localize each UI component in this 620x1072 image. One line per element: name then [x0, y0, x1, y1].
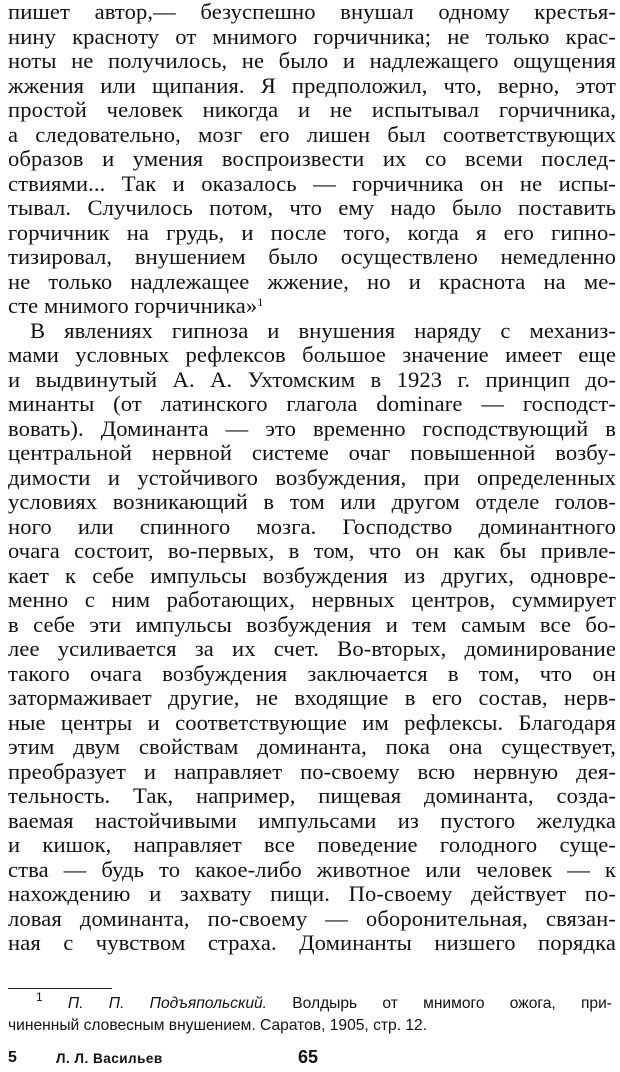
text-line: тизировал, внушением было осуществлено немедленно	[8, 244, 616, 269]
text-line: ноты не получилось, не было и надлежащего ощущения	[8, 48, 616, 73]
text-line: и выдвинутый А. А. Ухтомским в 1923 г. принцип до-	[8, 366, 616, 392]
footnote-line: чиненный словесным внушением. Саратов, 1905, стр. 12.	[8, 1016, 428, 1034]
text-line: тельность. Так, например, пищевая доминанта, созда-	[8, 783, 616, 808]
text-line: ловая доминанта, по-своему — оборонительная, связан-	[8, 905, 616, 931]
text-line: условиях возникающий в том или другом отделе голов-	[8, 489, 616, 514]
quote-end-text: сте мнимого горчичника»	[8, 293, 258, 318]
running-title: Л. Л. Васильев	[56, 1051, 163, 1066]
page-number: 65	[298, 1047, 319, 1067]
text-line: ствиями... Так и оказалось — горчичника он не испы-	[8, 170, 616, 196]
text-line: затормаживает другие, не входящие в его состав, нерв-	[8, 685, 616, 710]
body-text	[8, 0, 616, 956]
text-line: не только надлежащее жжение, но и краснота на ме-	[8, 268, 616, 294]
text-line: менно с ним работающих, нервных центров, суммирует	[8, 587, 616, 612]
text-line: мами условных рефлексов большое значение имеет еще	[8, 342, 616, 367]
footnote-ref: 1	[257, 295, 264, 309]
text-line: очага состоит, во-первых, в том, что он как бы привле-	[8, 538, 616, 563]
quote-end-line	[8, 294, 616, 319]
text-line: горчичник на грудь, и после того, когда я его гипно-	[8, 219, 616, 245]
signature-mark: 5	[8, 1049, 17, 1066]
text-line: этим двум свойствам доминанта, пока она существует,	[8, 734, 616, 759]
text-line: нахождению и захвату пищи. По-своему действует по-	[8, 881, 616, 906]
text-line: в себе эти импульсы возбуждения и тем самым все бо-	[8, 611, 616, 637]
text-line: а следовательно, мозг его лишен был соответствующих	[8, 121, 616, 147]
text-line: тывал. Случилось потом, что ему надо было поставить	[8, 195, 616, 220]
text-line: жжения или щипания. Я предположил, что, верно, этот	[8, 72, 616, 98]
paragraph-first-line: В явлениях гипноза и внушения наряду с механиз-	[30, 317, 616, 343]
text-line: ваемая настойчивыми импульсами из пустого желудка	[8, 807, 616, 833]
text-line: ная с чувством страха. Доминанты низшего порядка	[8, 930, 616, 955]
text-line: вовать). Доминанта — это временно господствующий в	[8, 415, 616, 441]
page-footer	[8, 1045, 612, 1069]
text-line: пишет автор,— безуспешно внушал одному крестья-	[8, 0, 616, 24]
text-line: простой человек никогда и не испытывал горчичника,	[8, 97, 616, 122]
footnote-separator	[8, 988, 112, 989]
text-line: лее усиливается за их счет. Во-вторых, доминирование	[8, 636, 616, 661]
footnote	[8, 990, 612, 1036]
footnote-text: Волдырь от мнимого ожога, при-	[292, 995, 612, 1012]
text-line: ного или спинного мозга. Господство доминантного	[8, 513, 616, 539]
text-line: кает к себе импульсы возбуждения из других, одновре-	[8, 562, 616, 588]
text-line: и кишок, направляет все поведение голодного суще-	[8, 832, 616, 857]
text-line: центральной нервной системе очаг повышенной возбу-	[8, 440, 616, 465]
footnote-line	[8, 990, 612, 1015]
text-line: минанты (от латинского глагола dominare — господст-	[8, 391, 616, 416]
text-line: димости и устойчивого возбуждения, при определенных	[8, 464, 616, 490]
text-line: преобразует и направляет по-своему всю нервную дея-	[8, 758, 616, 784]
footnote-author: П. П. Подъяпольский.	[67, 995, 267, 1012]
footnote-marker: 1	[36, 990, 43, 1004]
text-line: нину красноту от мнимого горчичника; не только крас-	[8, 23, 616, 49]
text-line: ные центры и соответствующие им рефлексы. Благодаря	[8, 709, 616, 735]
text-line: такого очага возбуждения заключается в том, что он	[8, 660, 616, 686]
text-line: образов и умения воспроизвести их со всеми послед-	[8, 146, 616, 171]
text-line: ства — будь то какое-либо животное или человек — к	[8, 856, 616, 882]
